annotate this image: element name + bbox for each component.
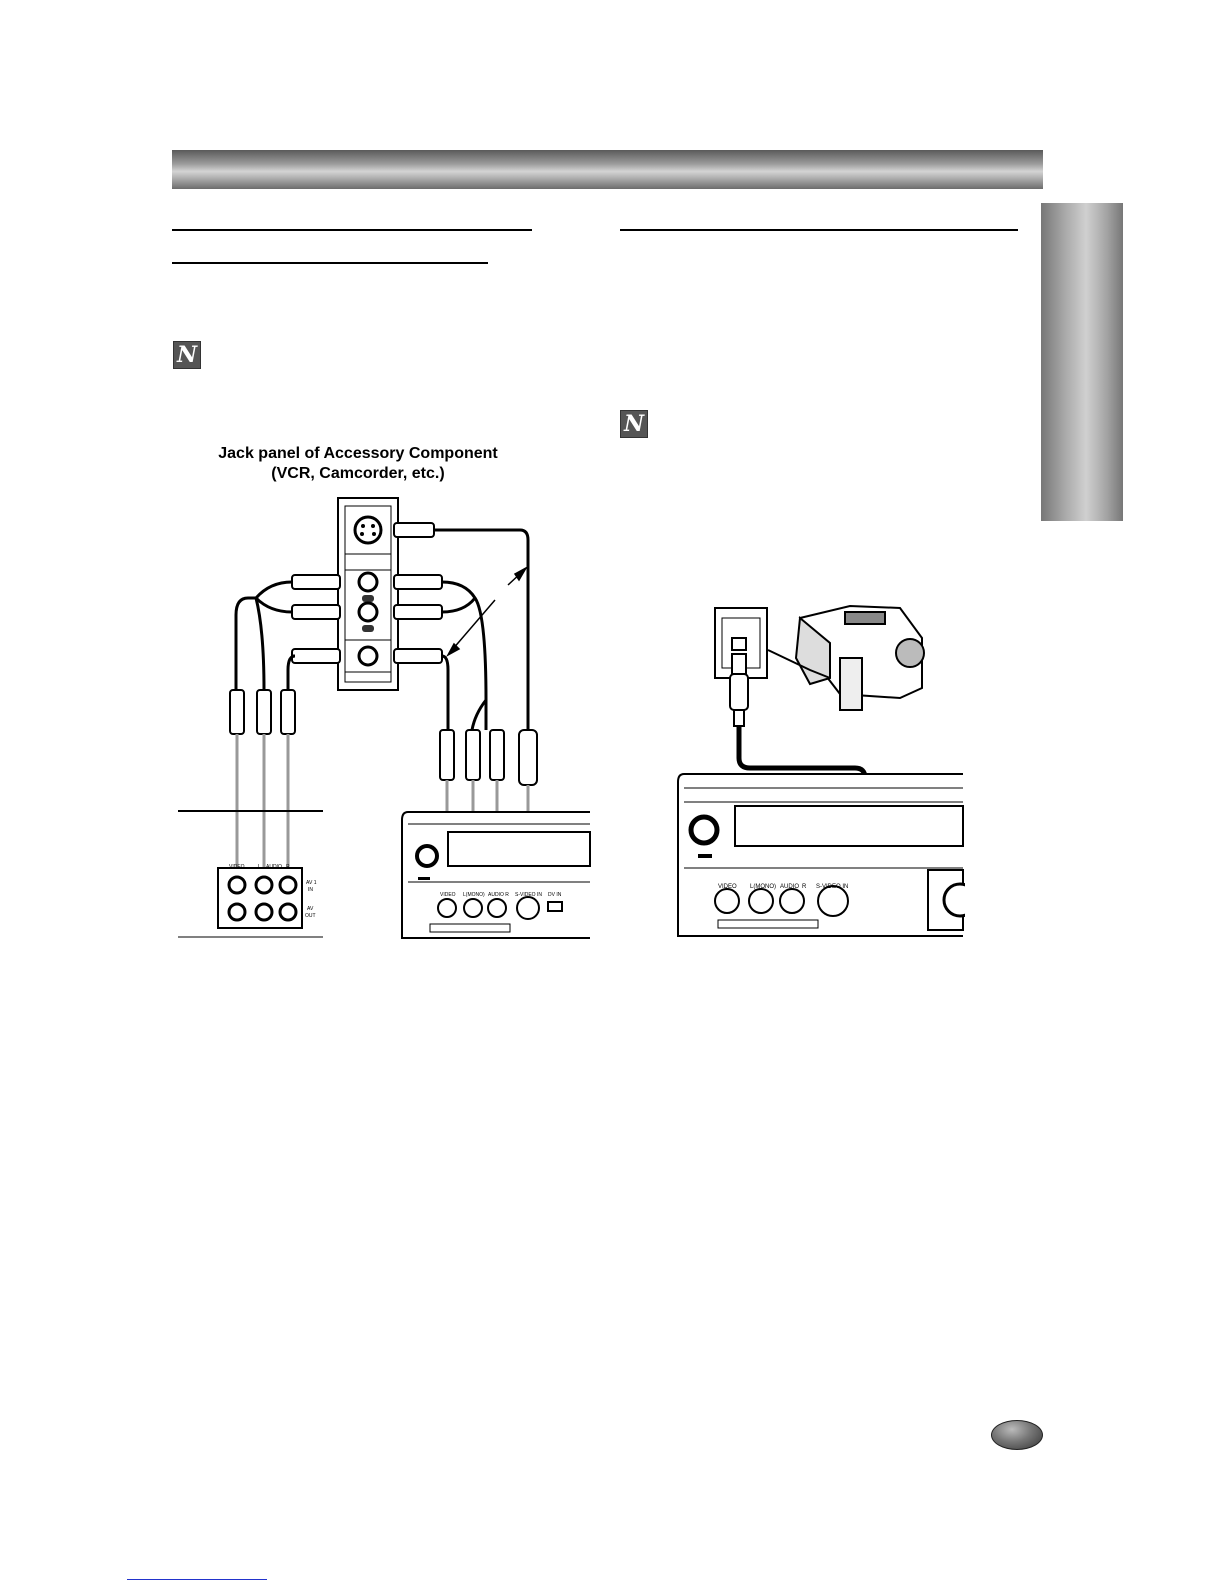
recorder-label-svideo: S-VIDEO IN <box>816 884 849 890</box>
left-heading-rule-2 <box>172 262 488 264</box>
chapter-side-tab <box>1041 203 1123 521</box>
tv-jack-panel <box>178 811 323 937</box>
right-heading-rule <box>620 229 1018 231</box>
note-icon-glyph: N <box>623 411 645 437</box>
diagram-caption <box>172 444 544 484</box>
recorder-label-audio: AUDIO <box>780 884 800 890</box>
tv-label-out: OUT <box>305 913 316 919</box>
recorder-label-dv-in: DV IN <box>548 892 562 898</box>
recorder-label-video: VIDEO <box>440 892 456 898</box>
arrow-indicators <box>448 568 526 655</box>
camcorder-connection-diagram <box>660 598 965 950</box>
tv-label-av: AV <box>307 906 314 912</box>
camcorder <box>768 606 924 710</box>
note-icon-glyph: N <box>176 342 198 368</box>
accessory-connection-diagram <box>170 490 595 960</box>
tv-label-r: R <box>286 864 290 870</box>
recorder-label-audio-r: AUDIO R <box>488 892 509 898</box>
caption-line-2: (VCR, Camcorder, etc.) <box>271 465 445 482</box>
tv-label-in: IN <box>308 887 313 893</box>
tv-side-plugs <box>230 690 295 734</box>
tv-label-av1: AV 1 <box>306 880 317 886</box>
recorder-side-plugs <box>440 730 537 785</box>
section-header-bar <box>172 150 1043 189</box>
page-number-badge <box>991 1420 1043 1450</box>
recorder-label-r: R <box>802 884 807 890</box>
tv-label-video: VIDEO <box>229 864 245 870</box>
left-heading-rule-1 <box>172 229 532 231</box>
recorder-front-panel <box>402 812 590 938</box>
recorder-front-panel <box>678 774 965 936</box>
tv-label-l: L <box>258 864 261 870</box>
accessory-jack-panel <box>338 498 398 690</box>
tv-label-audio: AUDIO <box>266 864 282 870</box>
recorder-label-svideo: S-VIDEO IN <box>515 892 542 898</box>
footer-link-underline[interactable] <box>127 1579 267 1580</box>
note-icon <box>173 341 201 369</box>
note-icon <box>620 410 648 438</box>
recorder-label-lmono: L(MONO) <box>750 884 776 890</box>
recorder-label-video: VIDEO <box>718 884 737 890</box>
recorder-label-lmono: L(MONO) <box>463 892 485 898</box>
caption-line-1: Jack panel of Accessory Component <box>218 445 498 462</box>
